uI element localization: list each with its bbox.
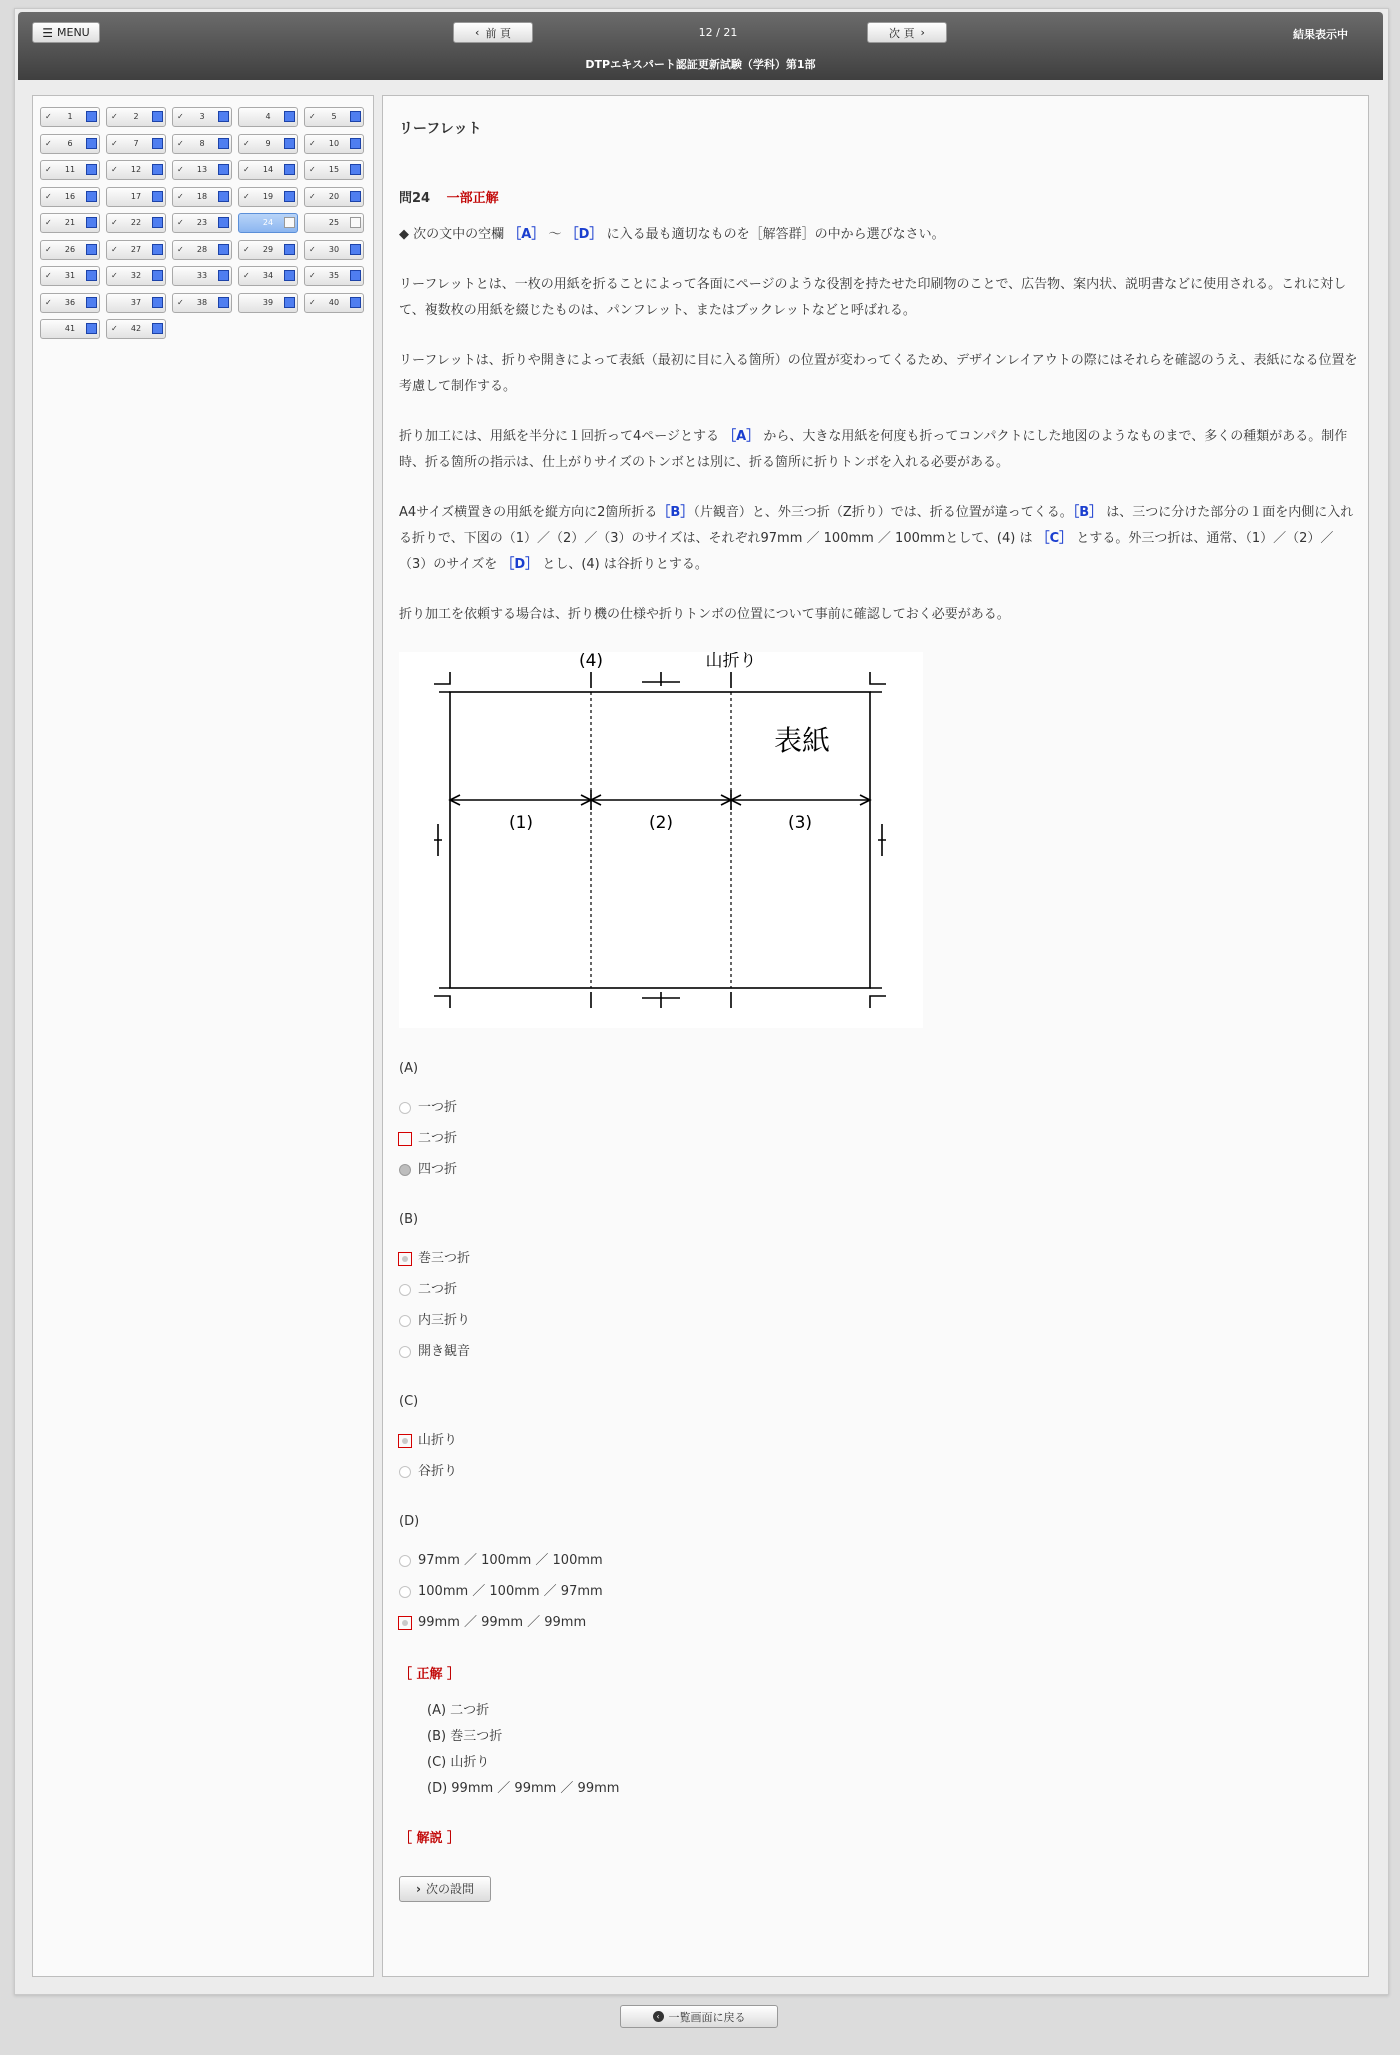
hamburger-icon: ☰	[42, 25, 54, 40]
check-icon: ✓	[243, 271, 250, 280]
check-icon: ✓	[45, 271, 52, 280]
check-icon: ✓	[309, 165, 316, 174]
label-3: (3)	[787, 813, 813, 833]
option-c-1[interactable]: 山折り	[399, 1425, 1359, 1456]
question-nav-number: 32	[130, 271, 142, 280]
flag-icon[interactable]	[284, 244, 295, 255]
question-nav-button[interactable]	[172, 107, 232, 127]
question-nav-number: 14	[262, 165, 274, 174]
paragraph-5: 折り加工を依頼する場合は、折り機の仕様や折りトンボの位置について事前に確認しておく必要がある。	[399, 607, 1010, 622]
flag-icon[interactable]	[218, 138, 229, 149]
check-icon: ✓	[243, 244, 250, 254]
question-nav-button[interactable]	[304, 187, 364, 207]
radio-icon[interactable]	[399, 1466, 411, 1478]
flag-icon[interactable]	[284, 191, 295, 202]
page-indicator: 12 / 21	[698, 26, 738, 39]
question-nav-button[interactable]	[106, 160, 166, 180]
question-nav-button[interactable]	[40, 134, 100, 154]
exam-title: DTPエキスパート認証更新試験（学科）第1部	[585, 58, 816, 71]
question-nav-number: 11	[64, 165, 76, 174]
header-bar	[18, 12, 1383, 80]
question-nav-number: 4	[265, 112, 271, 121]
next-question-button[interactable]: › 次の設問	[399, 1876, 491, 1902]
radio-icon[interactable]	[399, 1555, 411, 1567]
flag-icon[interactable]	[86, 297, 97, 308]
chevron-right-icon: ›	[920, 26, 925, 39]
question-nav-button[interactable]	[304, 160, 364, 180]
flag-icon[interactable]	[350, 217, 361, 228]
question-nav-button[interactable]	[106, 240, 166, 260]
question-nav-number: 34	[262, 271, 274, 280]
question-nav-number: 40	[328, 297, 340, 307]
result-status: 結果表示中	[1293, 28, 1348, 41]
question-nav-button[interactable]	[238, 240, 298, 260]
crop-mark-bl	[434, 988, 450, 1008]
option-b-4[interactable]: 開き観音	[399, 1336, 1359, 1367]
question-nav-number: 5	[331, 112, 337, 121]
question-nav-button[interactable]	[238, 213, 298, 233]
check-icon: ✓	[309, 191, 316, 201]
answer-group-c	[399, 1389, 1359, 1487]
check-icon: ✓	[177, 191, 184, 201]
check-icon: ✓	[45, 218, 52, 227]
label-4: (4)	[578, 652, 604, 671]
check-icon: ✓	[111, 324, 118, 333]
flag-icon[interactable]	[284, 217, 295, 228]
question-nav-number: 25	[328, 218, 340, 227]
question-nav-button[interactable]	[172, 240, 232, 260]
question-nav-button[interactable]	[106, 107, 166, 127]
flag-icon[interactable]	[86, 191, 97, 202]
question-nav-number: 3	[199, 112, 205, 121]
check-icon: ✓	[111, 271, 118, 280]
question-nav-button[interactable]	[238, 266, 298, 286]
flag-icon[interactable]	[86, 164, 97, 175]
question-nav-button[interactable]	[304, 240, 364, 260]
option-b-3[interactable]: 内三折り	[399, 1305, 1359, 1336]
check-icon: ✓	[45, 138, 52, 148]
check-icon: ✓	[45, 191, 52, 201]
radio-icon[interactable]	[399, 1284, 411, 1296]
question-nav-button[interactable]	[304, 213, 364, 233]
option-d-2[interactable]: 100mm ／ 100mm ／ 97mm	[399, 1576, 1359, 1607]
question-nav-button[interactable]	[304, 266, 364, 286]
explanation-heading: ［ 解説 ］	[399, 1831, 461, 1846]
question-nav-number: 8	[199, 138, 205, 148]
label-cover: 表紙	[773, 724, 831, 757]
flag-icon[interactable]	[86, 138, 97, 149]
radio-icon[interactable]	[399, 1102, 411, 1114]
flag-icon[interactable]	[284, 164, 295, 175]
check-icon: ✓	[45, 165, 52, 174]
answer-group-label: (A)	[399, 1061, 419, 1076]
question-nav-button[interactable]	[304, 134, 364, 154]
check-icon: ✓	[111, 138, 118, 148]
question-nav-button[interactable]	[106, 213, 166, 233]
question-nav-button[interactable]	[238, 107, 298, 127]
register-left	[434, 824, 442, 856]
correct-selected-icon[interactable]	[398, 1616, 412, 1630]
question-nav-button[interactable]	[238, 293, 298, 313]
question-nav-panel	[32, 95, 374, 1977]
question-nav-number: 30	[328, 244, 340, 254]
question-nav-number: 2	[133, 112, 139, 121]
question-nav-button[interactable]	[172, 266, 232, 286]
check-icon: ✓	[243, 191, 250, 201]
flag-icon[interactable]	[350, 297, 361, 308]
question-nav-number: 31	[64, 271, 76, 280]
check-icon: ✓	[243, 138, 250, 148]
question-panel	[382, 95, 1369, 1977]
flag-icon[interactable]	[284, 111, 295, 122]
question-nav-number: 39	[262, 297, 274, 307]
flag-icon[interactable]	[218, 217, 229, 228]
flag-icon[interactable]	[218, 297, 229, 308]
question-nav-button[interactable]	[40, 160, 100, 180]
correct-line: (B) 巻三つ折	[427, 1729, 503, 1744]
correct-selected-icon[interactable]	[398, 1434, 412, 1448]
flag-icon[interactable]	[152, 138, 163, 149]
question-nav-button[interactable]	[40, 293, 100, 313]
option-c-2[interactable]: 谷折り	[399, 1456, 1359, 1487]
question-nav-number: 42	[130, 324, 142, 333]
question-nav-button[interactable]	[40, 107, 100, 127]
question-nav-button[interactable]	[106, 187, 166, 207]
question-nav-button[interactable]	[238, 187, 298, 207]
option-a-3[interactable]: 四つ折	[399, 1154, 1359, 1185]
question-nav-button[interactable]	[40, 319, 100, 339]
radio-selected-icon[interactable]	[399, 1164, 411, 1176]
flag-icon[interactable]	[284, 297, 295, 308]
correct-answer-list	[427, 1698, 1359, 1802]
option-b-2[interactable]: 二つ折	[399, 1274, 1359, 1305]
check-icon: ✓	[111, 218, 118, 227]
fold-diagram-svg	[399, 652, 923, 1028]
question-nav-button[interactable]	[106, 134, 166, 154]
radio-icon[interactable]	[399, 1315, 411, 1327]
question-nav-button[interactable]	[238, 134, 298, 154]
question-nav-button[interactable]	[40, 240, 100, 260]
prev-page-button[interactable]: ‹ 前 頁	[453, 22, 533, 43]
flag-icon[interactable]	[152, 270, 163, 281]
question-nav-number: 22	[130, 218, 142, 227]
check-icon: ✓	[309, 112, 316, 121]
answer-group-d	[399, 1509, 1359, 1638]
question-nav-number: 29	[262, 244, 274, 254]
question-nav-button[interactable]	[238, 160, 298, 180]
back-circle-icon: ‹	[653, 2011, 664, 2022]
correct-selected-icon[interactable]	[398, 1252, 412, 1266]
next-page-button[interactable]: 次 頁 ›	[867, 22, 947, 43]
check-icon: ✓	[45, 244, 52, 254]
question-header	[399, 186, 1359, 212]
question-nav-number: 41	[64, 324, 76, 333]
question-nav-number: 35	[328, 271, 340, 280]
question-nav-number: 10	[328, 138, 340, 148]
radio-icon[interactable]	[399, 1346, 411, 1358]
paragraph-1: リーフレットとは、一枚の用紙を折ることによって各面にページのような役割を持たせた印刷物のことで、広告物、案内状、説明書などに使用される。これに対して、複数枚の用紙を綴じたものは、パンフレット、またはブックレットなどと呼ばれる。	[399, 277, 1347, 318]
question-nav-number: 26	[64, 244, 76, 254]
flag-icon[interactable]	[86, 270, 97, 281]
question-nav-button[interactable]	[172, 293, 232, 313]
question-nav-number: 7	[133, 138, 139, 148]
register-right	[878, 824, 886, 856]
flag-icon[interactable]	[218, 164, 229, 175]
flag-icon[interactable]	[86, 111, 97, 122]
fold-diagram	[399, 652, 923, 1028]
question-nav-button[interactable]	[40, 187, 100, 207]
chevron-left-icon: ‹	[475, 26, 480, 39]
check-icon: ✓	[177, 112, 184, 121]
flag-icon[interactable]	[86, 217, 97, 228]
flag-icon[interactable]	[218, 191, 229, 202]
result-badge: 一部正解	[446, 191, 499, 206]
flag-icon[interactable]	[86, 323, 97, 334]
answer-group-a	[399, 1056, 1359, 1185]
check-icon: ✓	[177, 165, 184, 174]
option-d-1[interactable]: 97mm ／ 100mm ／ 100mm	[399, 1545, 1359, 1576]
question-nav-number: 21	[64, 218, 76, 227]
question-nav-number: 12	[130, 165, 142, 174]
paragraph-3: 折り加工には、用紙を半分に１回折って4ページとする ［A］ から、大きな用紙を何度も折ってコンパクトにした地図のようなものまで、多くの種類がある。制作時、折る箇所の指示は、仕上がりサイズのトンボとは別に、折る箇所に折りトンボを入れる必要がある。	[399, 429, 1348, 470]
label-1: (1)	[508, 813, 534, 833]
question-nav-number: 18	[196, 191, 208, 201]
question-nav-button[interactable]	[106, 293, 166, 313]
question-number: 問24	[399, 191, 431, 206]
correct-line: (C) 山折り	[427, 1755, 490, 1770]
crop-mark-tr	[870, 672, 886, 692]
flag-icon[interactable]	[350, 111, 361, 122]
check-icon: ✓	[177, 138, 184, 148]
menu-button[interactable]: ☰ MENU	[32, 22, 100, 43]
register-bottom	[642, 992, 680, 1008]
question-nav-number: 20	[328, 191, 340, 201]
question-nav-number: 6	[67, 138, 73, 148]
check-icon: ✓	[309, 271, 316, 280]
register-top	[642, 672, 680, 686]
flag-icon[interactable]	[350, 270, 361, 281]
answer-group-label: (C)	[399, 1394, 419, 1409]
flag-icon[interactable]	[218, 111, 229, 122]
fold-marks	[591, 672, 731, 1008]
flag-icon[interactable]	[350, 138, 361, 149]
check-icon: ✓	[45, 112, 52, 121]
flag-icon[interactable]	[350, 244, 361, 255]
check-icon: ✓	[111, 165, 118, 174]
question-nav-button[interactable]	[40, 213, 100, 233]
flag-icon[interactable]	[350, 191, 361, 202]
check-icon: ✓	[45, 297, 52, 307]
question-nav-button[interactable]	[172, 160, 232, 180]
question-nav-number: 17	[130, 191, 142, 201]
question-nav-button[interactable]	[304, 293, 364, 313]
question-nav-button[interactable]	[40, 266, 100, 286]
question-nav-number: 23	[196, 218, 208, 227]
flag-icon[interactable]	[152, 244, 163, 255]
question-nav-number: 19	[262, 191, 274, 201]
answer-group-label: (B)	[399, 1212, 419, 1227]
option-a-2[interactable]: 二つ折	[399, 1123, 1359, 1154]
flag-icon[interactable]	[86, 244, 97, 255]
chevron-right-icon: ›	[416, 1882, 421, 1896]
question-nav-button[interactable]	[172, 134, 232, 154]
flag-icon[interactable]	[152, 323, 163, 334]
label-2: (2)	[648, 813, 674, 833]
question-nav-number: 36	[64, 297, 76, 307]
instruction: ◆ 次の文中の空欄 ［A］ 〜 ［D］ に入る最も適切なものを［解答群］の中から選びなさい。	[399, 227, 945, 242]
check-icon: ✓	[309, 297, 316, 307]
flag-icon[interactable]	[284, 270, 295, 281]
correct-mark-icon[interactable]	[398, 1132, 412, 1146]
question-nav-button[interactable]	[304, 107, 364, 127]
flag-icon[interactable]	[152, 191, 163, 202]
option-a-1[interactable]: 一つ折	[399, 1092, 1359, 1123]
section-title: リーフレット	[399, 121, 482, 137]
question-nav-number: 1	[67, 112, 73, 121]
check-icon: ✓	[309, 244, 316, 254]
option-d-3[interactable]: 99mm ／ 99mm ／ 99mm	[399, 1607, 1359, 1638]
question-nav-number: 27	[130, 244, 142, 254]
flag-icon[interactable]	[152, 111, 163, 122]
question-nav-button[interactable]	[172, 213, 232, 233]
crop-mark-br	[870, 988, 886, 1008]
question-nav-number: 16	[64, 191, 76, 201]
question-nav-number: 28	[196, 244, 208, 254]
flag-icon[interactable]	[152, 297, 163, 308]
check-icon: ✓	[177, 297, 184, 307]
question-nav-number: 15	[328, 165, 340, 174]
correct-line: (A) 二つ折	[427, 1703, 490, 1718]
back-to-list-button[interactable]: ‹ 一覧画面に戻る	[620, 2005, 778, 2028]
question-nav-number: 13	[196, 165, 208, 174]
correct-line: (D) 99mm ／ 99mm ／ 99mm	[427, 1781, 620, 1796]
correct-answer-heading: ［ 正解 ］	[399, 1667, 461, 1682]
paragraph-2: リーフレットは、折りや開きによって表紙（最初に目に入る箇所）の位置が変わってくるため、デザインレイアウトの際にはそれらを確認のうえ、表紙になる位置を考慮して制作する。	[399, 353, 1358, 394]
flag-icon[interactable]	[152, 164, 163, 175]
flag-icon[interactable]	[218, 244, 229, 255]
flag-icon[interactable]	[218, 270, 229, 281]
flag-icon[interactable]	[284, 138, 295, 149]
check-icon: ✓	[111, 244, 118, 254]
radio-icon[interactable]	[399, 1586, 411, 1598]
paragraph-4: A4サイズ横置きの用紙を縦方向に2箇所折る［B］（片観音）と、外三つ折（Z折り）では、折る位置が違ってくる。［B］ は、三つに分けた部分の１面を内側に入れる折りで、下図の（1）／（2）／（3）のサイズは、それぞれ97mm ／ 100mm ／ 100mmとして、(4) は ［C］ とする。外三つ折は、通常、（1）／（2）／（3）のサイズを ［D］ とし、(4) は谷折りとする。	[399, 505, 1354, 572]
question-nav-number: 38	[196, 297, 208, 307]
question-nav-number: 9	[265, 138, 271, 148]
question-nav-number: 37	[130, 297, 142, 307]
check-icon: ✓	[309, 138, 316, 148]
label-mountain-fold: 山折り	[705, 652, 757, 671]
check-icon: ✓	[177, 244, 184, 254]
option-b-1[interactable]: 巻三つ折	[399, 1243, 1359, 1274]
check-icon: ✓	[111, 112, 118, 121]
question-nav-button[interactable]	[172, 187, 232, 207]
flag-icon[interactable]	[152, 217, 163, 228]
question-nav-button[interactable]	[106, 319, 166, 339]
check-icon: ✓	[177, 218, 184, 227]
check-icon: ✓	[243, 165, 250, 174]
question-nav-number: 33	[196, 271, 208, 280]
flag-icon[interactable]	[350, 164, 361, 175]
answer-group-b	[399, 1207, 1359, 1367]
crop-mark-tl	[434, 672, 450, 692]
question-nav-number: 24	[262, 218, 274, 227]
answer-group-label: (D)	[399, 1514, 420, 1529]
question-nav-button[interactable]	[106, 266, 166, 286]
